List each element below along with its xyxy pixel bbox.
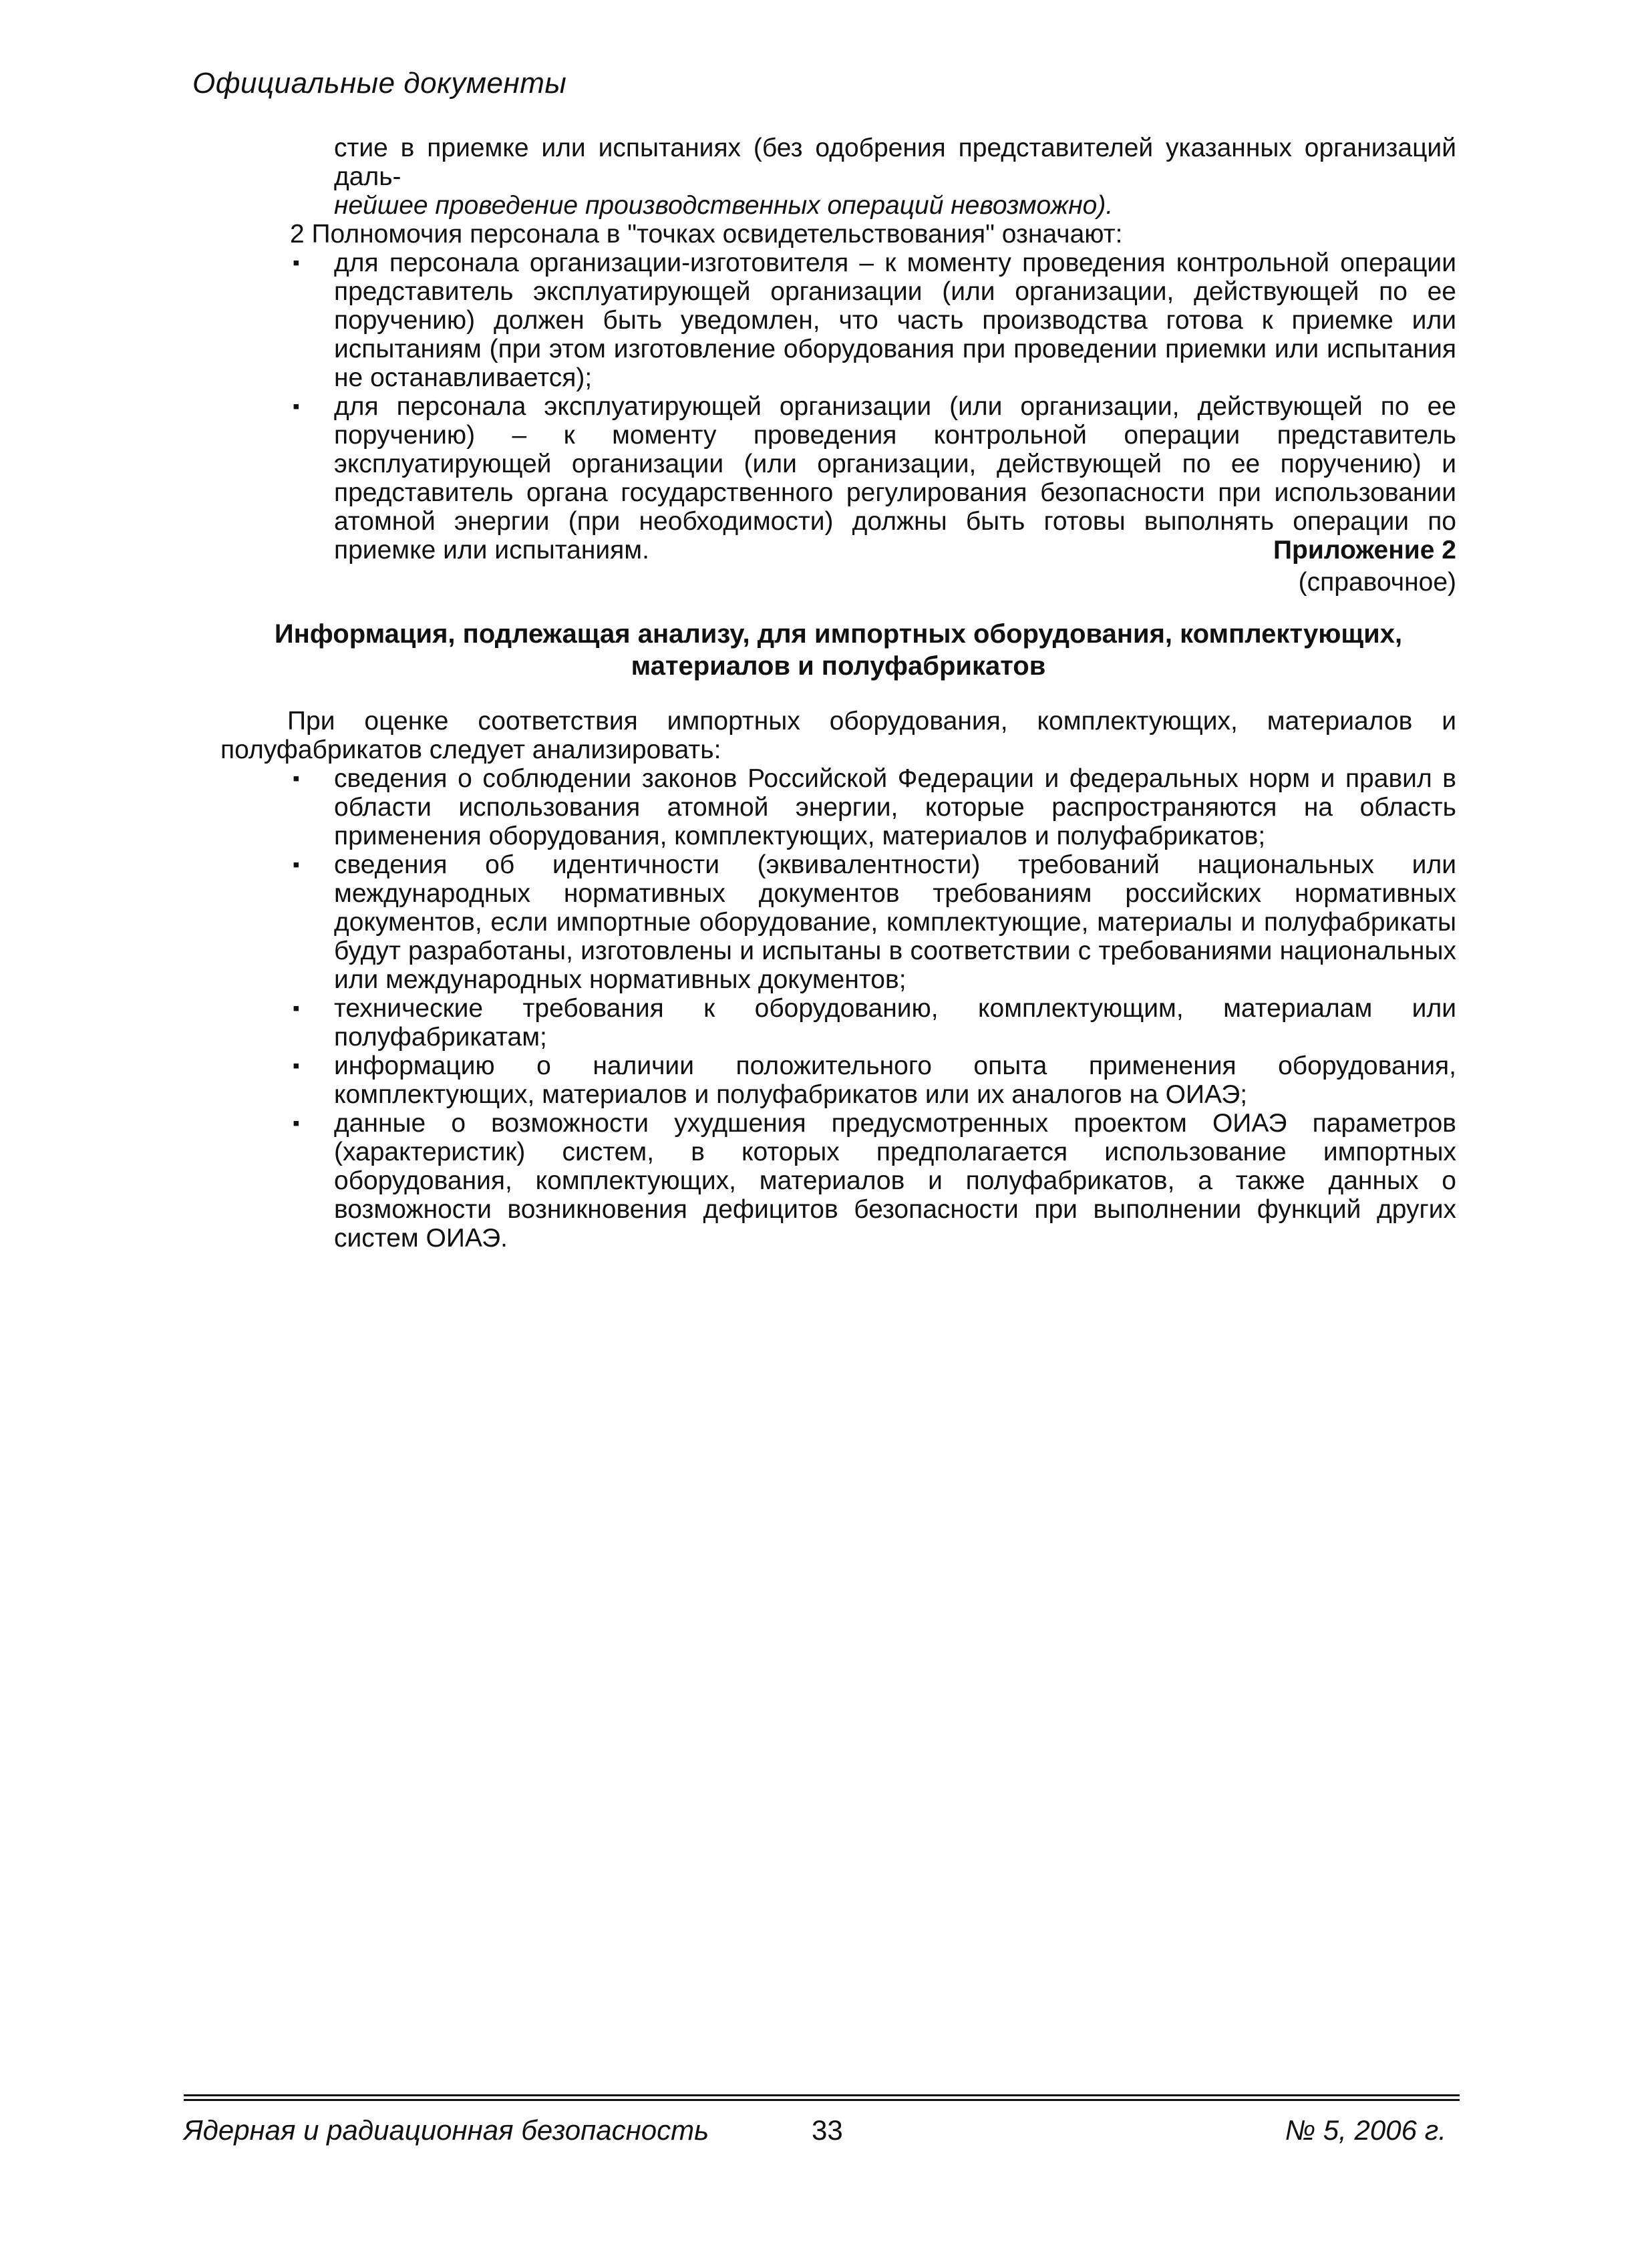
- bullet-icon: ▪: [293, 768, 300, 790]
- list-item: [220, 392, 1456, 564]
- page-footer: [184, 2094, 1460, 2148]
- list-item-text: сведения об идентичности (эквивалентности) требований национальных или международных нормативных документов требованиям российских нормативных документов, если импортные оборудование, комплектующие, материалы и полуфабрикаты будут разработаны, изготовлены и испытаны в соответствии с требованиями национальных или международных нормативных документов;: [334, 850, 1456, 994]
- appendix-label: Приложение 2: [1273, 536, 1456, 564]
- top-text-block: [220, 134, 1456, 564]
- list-item: [220, 1109, 1456, 1253]
- bullet-icon: ▪: [293, 997, 300, 1019]
- list-item: [220, 249, 1456, 392]
- bullet-icon: ▪: [293, 395, 300, 418]
- continuation-line-italic: нейшее проведение производственных операций невозможно).: [334, 191, 1114, 220]
- analysis-intro: При оценке соответствия импортных оборудования, комплектующих, материалов и полуфабрикатов следует анализировать:: [220, 707, 1456, 764]
- bullet-icon: ▪: [293, 1112, 300, 1134]
- bullet-icon: ▪: [293, 1055, 300, 1077]
- appendix-heading: [220, 618, 1456, 682]
- list-item-text: информацию о наличии положительного опыта применения оборудования, комплектующих, материалов и полуфабрикатов или их аналогов на ОИАЭ;: [334, 1051, 1456, 1109]
- heading-line-2: материалов и полуфабрикатов: [631, 651, 1046, 681]
- list-item-text: сведения о соблюдении законов Российской Федерации и федеральных норм и правил в области использования атомной энергии, которые распространяются на область применения оборудования, комплектующих, материалов и полуфабрикатов;: [334, 764, 1456, 850]
- page-number: 33: [812, 2114, 843, 2146]
- list-item: [220, 994, 1456, 1051]
- bullet-icon: ▪: [293, 854, 300, 876]
- journal-title: Ядерная и радиационная безопасность: [184, 2114, 709, 2146]
- list-item-text: данные о возможности ухудшения предусмотренных проектом ОИАЭ параметров (характеристик) систем, в которых предполагается использование импортных оборудования, комплектующих, материалов и полуфабрикатов, а также данных о возможности возникновения дефицитов безопасности при выполнении функций других систем ОИАЭ.: [334, 1109, 1456, 1253]
- footer-rule: [184, 2094, 1460, 2101]
- section-header: Официальные документы: [192, 67, 567, 100]
- list-item: [220, 1051, 1456, 1109]
- item-2-intro: 2 Полномочия персонала в "точках освидетельствования" означают:: [290, 220, 1123, 249]
- list-item-text: для персонала организации-изготовителя – к моменту проведения контрольной операции представитель эксплуатирующей организации (или организации, действующей по ее поручению) должен быть уведомлен, что часть производства готова к приемке или испытаниям (при этом изготовление оборудования при проведении приемки или испытания не останавливается);: [334, 249, 1456, 392]
- appendix-note: (справочное): [1298, 568, 1456, 597]
- list-item: [220, 764, 1456, 850]
- appendix-label-block: [1273, 534, 1456, 599]
- issue-number: № 5, 2006 г.: [1285, 2114, 1446, 2146]
- list-item-text: технические требования к оборудованию, комплектующим, материалам или полуфабрикатам;: [334, 994, 1456, 1051]
- bullet-icon: ▪: [293, 252, 300, 274]
- list-item-text: для персонала эксплуатирующей организации (или организации, действующей по ее поручению) – к моменту проведения контрольной операции представитель эксплуатирующей организации (или организации, действующей по ее поручению) и представитель органа государственного регулирования безопасности при использовании атомной энергии (при необходимости) должны быть готовы выполнять операции по приемке или испытаниям.: [334, 392, 1456, 564]
- footer-row: [184, 2114, 1460, 2148]
- continuation-line: стие в приемке или испытаниях (без одобрения представителей указанных организаций даль-: [334, 134, 1456, 191]
- list-item: [220, 850, 1456, 994]
- analysis-text-block: [220, 707, 1456, 1253]
- heading-line-1: Информация, подлежащая анализу, для импортных оборудования, комплектующих,: [274, 619, 1403, 649]
